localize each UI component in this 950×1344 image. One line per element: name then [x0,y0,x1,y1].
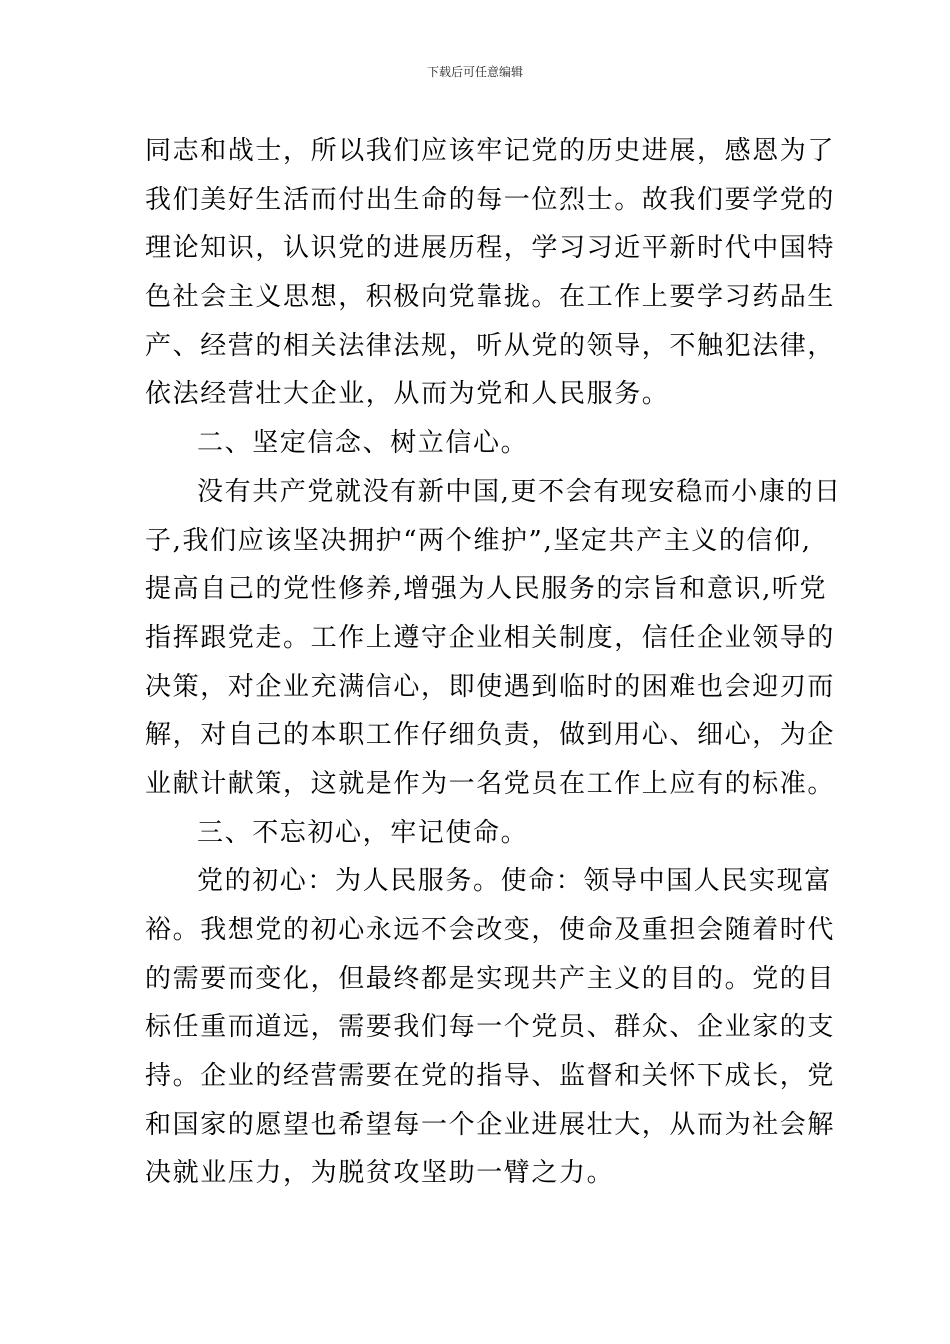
text-line: 决策，对企业充满信心，即使遇到临时的困难也会迎刃而 [145,671,836,702]
text-line: 提高自己的党性修养,增强为人民服务的宗旨和意识,听党 [145,574,828,605]
text-line: 和国家的愿望也希望每一个企业进展壮大，从而为社会解 [145,1109,836,1140]
text-line: 业献计献策，这就是作为一名党员在工作上应有的标准。 [145,768,836,799]
text-line: 依法经营壮大企业，从而为党和人民服务。 [145,379,670,410]
document-body [145,127,842,1198]
text-line: 的需要而变化，但最终都是实现共产主义的目的。党的目 [145,963,836,994]
text-line: 理论知识，认识党的进展历程，学习习近平新时代中国特 [145,233,836,264]
text-line: 没有共产党就没有新中国,更不会有现安稳而小康的日 [197,476,842,507]
text-line: 裕。我想党的初心永远不会改变，使命及重担会随着时代 [145,915,836,945]
section-heading: 三、不忘初心，牢记使命。 [197,817,529,848]
text-line: 解，对自己的本职工作仔细负责，做到用心、细心，为企 [145,720,836,751]
page-header: 下载后可任意编辑 [426,65,523,79]
text-line: 同志和战士，所以我们应该牢记党的历史进展，感恩为了 [145,136,836,166]
text-line: 子,我们应该坚决拥护“两个维护”,坚定共产主义的信仰, [145,525,812,556]
text-line: 党的初心：为人民服务。使命：领导中国人民实现富 [197,866,832,897]
text-line: 产、经营的相关法律法规，听从党的领导，不触犯法律， [145,330,836,361]
text-line: 指挥跟党走。工作上遵守企业相关制度，信任企业领导的 [145,622,836,653]
text-line: 我们美好生活而付出生命的每一位烈士。故我们要学党的 [145,184,836,215]
text-line: 持。企业的经营需要在党的指导、监督和关怀下成长，党 [145,1061,836,1092]
text-line: 色社会主义思想，积极向党靠拢。在工作上要学习药品生 [145,282,836,313]
text-line: 标任重而道远，需要我们每一个党员、群众、企业家的支 [145,1012,836,1043]
section-heading: 二、坚定信念、树立信心。 [197,428,529,459]
text-line: 决就业压力，为脱贫攻坚助一臂之力。 [145,1158,615,1189]
